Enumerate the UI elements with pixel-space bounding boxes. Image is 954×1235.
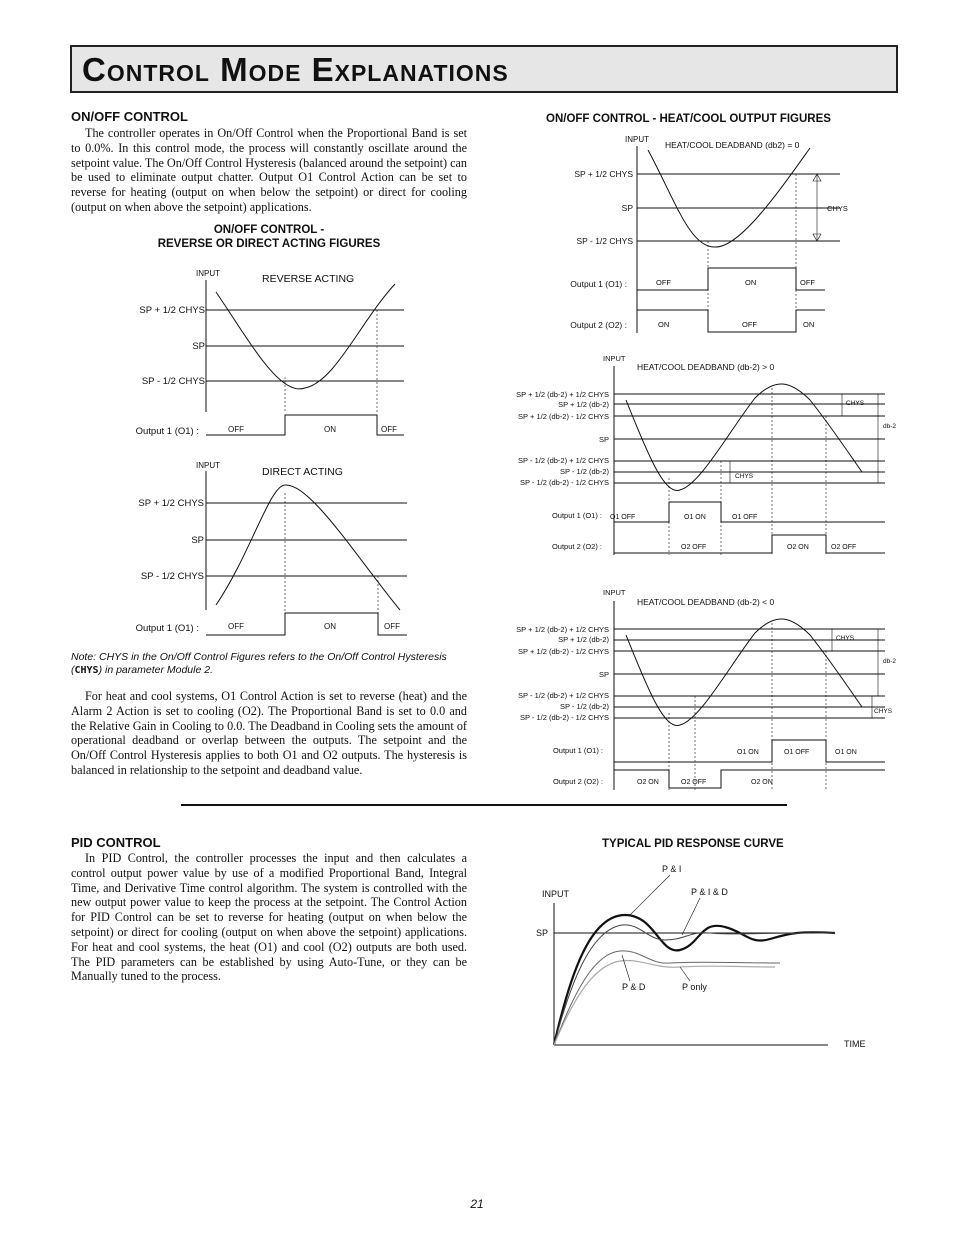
direct-sp-plus-label: SP + 1/2 CHYS (138, 498, 204, 509)
pid-curve-title: TYPICAL PID RESPONSE CURVE (602, 838, 784, 850)
reverse-output-label: Output 1 (O1) : (135, 426, 199, 437)
hc1-chys-label: CHYS (827, 204, 848, 213)
hc2-o2-b: O2 ON (787, 544, 809, 551)
hc1-process-curve (648, 148, 810, 247)
hc3-o2-a: O2 ON (637, 779, 659, 786)
hc3-o1-c: O1 ON (835, 749, 857, 756)
hc2-label-2: SP + 1/2 (db-2) (558, 400, 609, 409)
hc1-deadband-label: HEAT/COOL DEADBAND (db2) = 0 (665, 140, 800, 150)
reverse-input-label: INPUT (196, 269, 220, 278)
hc3-chys-top: CHYS (836, 635, 855, 642)
hc2-o1-b: O1 ON (684, 514, 706, 521)
pid-label-pid: P & I & D (691, 887, 728, 897)
chys-note-suffix: ) in parameter Module 2. (98, 663, 213, 676)
hc2-o2-c: O2 OFF (831, 544, 857, 551)
reverse-off-2: OFF (381, 425, 397, 434)
direct-sp-label: SP (191, 535, 204, 546)
page-number: 21 (470, 1197, 484, 1211)
hc2-o1-a: O1 OFF (610, 514, 636, 521)
heatcool-figure-3 (500, 585, 910, 795)
hc1-o1-c: OFF (800, 278, 815, 287)
onoff-paragraph-2: For heat and cool systems, O1 Control Action is set to reverse (heat) and the Alarm 2 Action is set to cooling (O2). The Proportional Band is set to 0.0 and the Relative Gain in Cooling to 0.0. The Deadband in Cooling sets the amount of operational deadband or overlap between the outputs. The setpoint and the On/Off Control Hysteresis applies to both O1 and O2 outputs. The hysteresis is balanced in relationship to the setpoint and deadband value. (71, 689, 467, 777)
hc2-label-1: SP + 1/2 (db-2) + 1/2 CHYS (516, 390, 609, 399)
hc3-label-5: SP - 1/2 (db-2) (559, 702, 609, 711)
chys-note-code: CHYS (74, 664, 99, 676)
reverse-on: ON (324, 425, 336, 434)
heatcool-figure-2 (500, 350, 910, 560)
pid-pointer-pid (682, 898, 700, 935)
hc3-label-4: SP - 1/2 (db-2) + 1/2 CHYS (518, 691, 609, 700)
page-title: Control Mode Explanations (82, 51, 509, 88)
reverse-acting-figure (120, 262, 420, 442)
pid-curve-p-only (554, 960, 775, 1045)
hc3-db2-label: db-2 (883, 658, 897, 665)
onoff-figures-title (71, 223, 467, 251)
hc2-label-5: SP - 1/2 (db-2) (559, 467, 609, 476)
reverse-sp-label: SP (192, 341, 205, 352)
pid-label-p-only: P only (682, 982, 707, 992)
direct-input-label: INPUT (196, 461, 220, 470)
direct-off-2: OFF (384, 622, 400, 631)
hc3-label-6: SP - 1/2 (db-2) - 1/2 CHYS (519, 713, 609, 722)
pid-pointer-p-only (680, 967, 690, 981)
hc3-output1-label: Output 1 (O1) : (552, 746, 603, 755)
hc1-sp-plus-label: SP + 1/2 CHYS (574, 169, 633, 179)
title-bar (70, 45, 898, 93)
direct-on: ON (324, 622, 336, 631)
pid-sp-label: SP (536, 928, 549, 938)
hc1-o2-a: ON (658, 320, 670, 329)
hc2-label-4: SP - 1/2 (db-2) + 1/2 CHYS (518, 456, 609, 465)
hc3-o2-c: O2 ON (751, 779, 773, 786)
chys-note (71, 651, 467, 677)
pid-heading: PID CONTROL (71, 835, 161, 850)
hc1-o2-c: ON (803, 320, 815, 329)
hc1-sp-label: SP (621, 203, 633, 213)
heatcool-heading: ON/OFF CONTROL - HEAT/COOL OUTPUT FIGURES (546, 113, 831, 125)
section-divider (181, 804, 787, 806)
hc3-output2-label: Output 2 (O2) : (552, 777, 603, 786)
hc2-label-6: SP - 1/2 (db-2) - 1/2 CHYS (519, 478, 609, 487)
hc1-sp-minus-label: SP - 1/2 CHYS (576, 236, 633, 246)
hc3-chys-bottom: CHYS (874, 708, 893, 715)
hc2-output1-label: Output 1 (O1) : (551, 511, 602, 520)
direct-sp-minus-label: SP - 1/2 CHYS (140, 571, 204, 582)
direct-off-1: OFF (228, 622, 244, 631)
hc3-o1-b: O1 OFF (784, 749, 810, 756)
pid-label-pd: P & D (622, 982, 646, 992)
hc1-o1-b: ON (745, 278, 757, 287)
hc3-label-1: SP + 1/2 (db-2) + 1/2 CHYS (516, 625, 609, 634)
hc1-output1-label: Output 1 (O1) : (570, 279, 627, 289)
hc2-input-label: INPUT (603, 354, 626, 363)
pid-input-label: INPUT (542, 889, 569, 899)
hc3-input-label: INPUT (603, 588, 626, 597)
hc2-chys-bottom: CHYS (735, 473, 754, 480)
hc2-deadband-label: HEAT/COOL DEADBAND (db-2) > 0 (637, 362, 775, 372)
hc1-o1-a: OFF (656, 278, 671, 287)
reverse-acting-label: REVERSE ACTING (262, 273, 355, 285)
pid-time-label: TIME (844, 1039, 866, 1049)
direct-process-curve (216, 485, 400, 610)
hc3-o2-b: O2 OFF (681, 779, 707, 786)
reverse-sp-plus-label: SP + 1/2 CHYS (139, 305, 205, 316)
hc3-deadband-label: HEAT/COOL DEADBAND (db-2) < 0 (637, 597, 775, 607)
pid-response-curve (530, 855, 880, 1055)
pid-curve-pd (554, 951, 780, 1045)
hc2-o1-c: O1 OFF (732, 514, 758, 521)
direct-output-label: Output 1 (O1) : (135, 623, 199, 634)
hc3-label-2: SP + 1/2 (db-2) (558, 635, 609, 644)
onoff-figures-title-line2: REVERSE OR DIRECT ACTING FIGURES (157, 238, 381, 250)
heatcool-figure-1 (540, 130, 870, 340)
hc2-sp-label: SP (598, 435, 609, 444)
pid-pointer-pd (622, 955, 630, 981)
hc2-label-3: SP + 1/2 (db-2) - 1/2 CHYS (518, 412, 609, 421)
reverse-process-curve (216, 284, 395, 389)
hc2-o2-a: O2 OFF (681, 544, 707, 551)
hc3-sp-label: SP (598, 670, 609, 679)
reverse-sp-minus-label: SP - 1/2 CHYS (141, 376, 205, 387)
hc3-label-3: SP + 1/2 (db-2) - 1/2 CHYS (518, 647, 609, 656)
pid-label-pi: P & I (662, 864, 682, 874)
direct-acting-label: DIRECT ACTING (262, 466, 343, 478)
hc3-process-curve (626, 619, 862, 726)
onoff-paragraph-1: The controller operates in On/Off Control when the Proportional Band is set to 0.0%. In this control mode, the process will constantly oscillate around the setpoint value. The On/Off Control Hysteresis (balanced around the setpoint) can be used to eliminate output chatter. Output O1 Control Action can be set to reverse for heating (output on when below the setpoint) or direct for cooling (output on when above the setpoint) applications. (71, 126, 467, 214)
hc2-output2-label: Output 2 (O2) : (551, 542, 602, 551)
hc3-o1-a: O1 ON (737, 749, 759, 756)
hc1-input-label: INPUT (625, 135, 649, 144)
hc1-o2-b: OFF (742, 320, 757, 329)
onoff-heading: ON/OFF CONTROL (71, 109, 188, 124)
pid-paragraph: In PID Control, the controller processes the input and then calculates a control output power value by use of a modified Proportional Band, Integral Time, and Derivative Time control algorithm. The system is controlled with the new output power value to keep the process at the setpoint. The Control Action for PID Control can be set to reverse for heating (output on when below the setpoint) or direct for cooling (output on when above the setpoint) applications. For heat and cool systems, the heat (O1) and cool (O2) outputs are both used. The PID parameters can be established by using Auto-Tune, or they can be Manually tuned to the process. (71, 851, 467, 984)
reverse-off-1: OFF (228, 425, 244, 434)
chys-note-prefix: Note: CHYS in the On/Off Control Figures refers to the On/Off Control Hysteresis ( (71, 651, 447, 676)
direct-acting-figure (120, 455, 420, 640)
hc2-db2-label: db-2 (883, 423, 897, 430)
pid-curve-pi (554, 915, 835, 1045)
hc1-output2-label: Output 2 (O2) : (570, 320, 627, 330)
onoff-figures-title-line1: ON/OFF CONTROL - (213, 224, 325, 236)
pid-pointer-pi (630, 875, 670, 915)
hc2-chys-top: CHYS (846, 400, 865, 407)
